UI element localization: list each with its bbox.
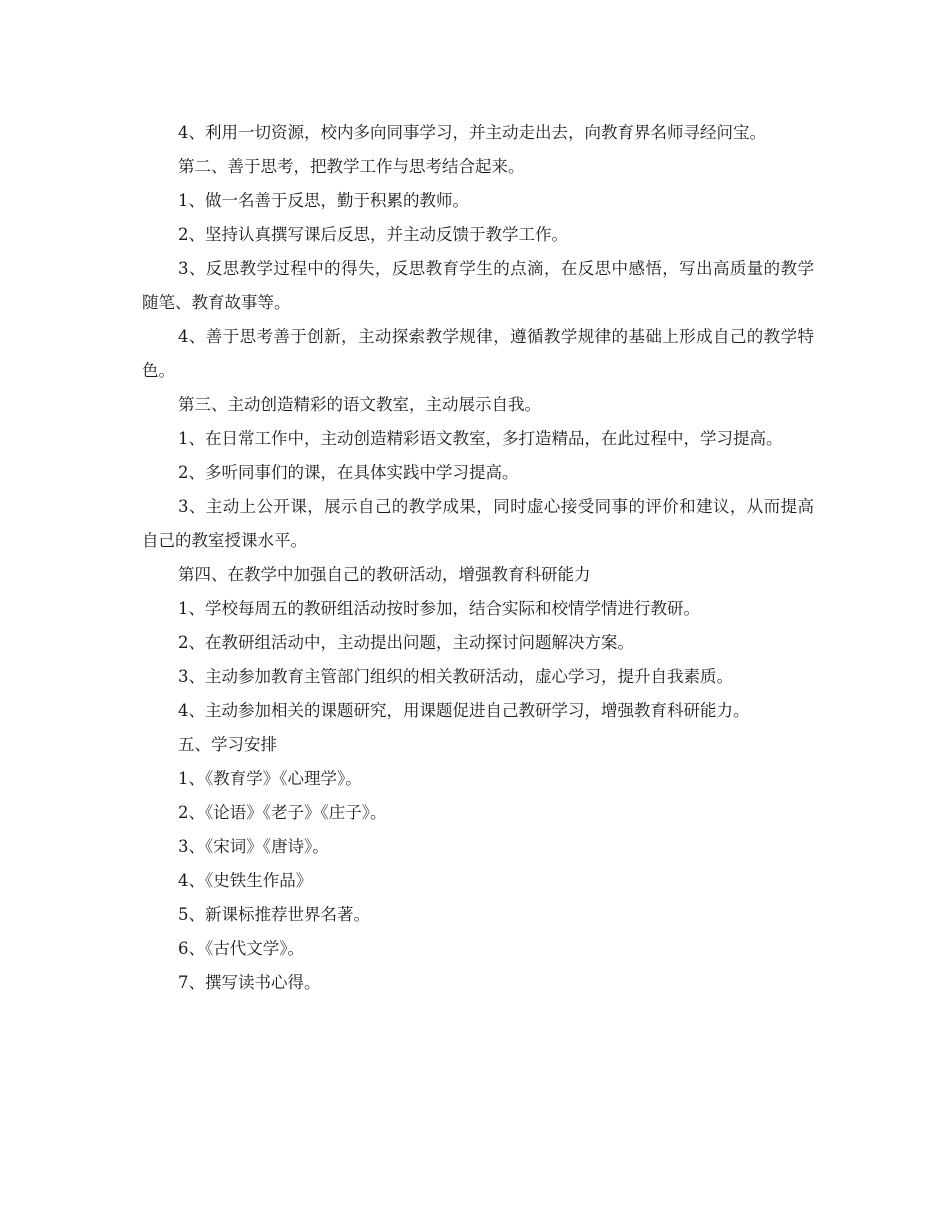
- paragraph: 2、多听同事们的课，在具体实践中学习提高。: [178, 463, 519, 482]
- list-item: 5、新课标推荐世界名著。: [178, 905, 370, 924]
- paragraph: 3、主动参加教育主管部门组织的相关教研活动，虚心学习，提升自我素质。: [178, 667, 733, 686]
- paragraph: 1、做一名善于反思，勤于积累的教师。: [178, 191, 469, 210]
- document-body: [142, 116, 814, 1000]
- paragraph: 1、学校每周五的教研组活动按时参加，结合实际和校情学情进行教研。: [178, 599, 700, 618]
- section-heading: 五、学习安排: [178, 735, 277, 754]
- paragraph: 2、在教研组活动中，主动提出问题，主动探讨问题解决方案。: [178, 633, 634, 652]
- paragraph: 1、在日常工作中，主动创造精彩语文教室，多打造精品，在此过程中，学习提高。: [178, 429, 783, 448]
- list-item: 7、撰写读书心得。: [178, 973, 321, 992]
- section-heading: 第二、善于思考，把教学工作与思考结合起来。: [178, 157, 525, 176]
- section-heading: 第四、在教学中加强自己的教研活动，增强教育科研能力: [178, 565, 591, 584]
- paragraph: 4、主动参加相关的课题研究，用课题促进自己教研学习，增强教育科研能力。: [178, 701, 750, 720]
- paragraph: 2、坚持认真撰写课后反思，并主动反馈于教学工作。: [178, 225, 568, 244]
- list-item: 1、《教育学》《心理学》。: [178, 769, 362, 788]
- paragraph: 3、反思教学过程中的得失，反思教育学生的点滴，在反思中感悟，写出高质量的教学随笔、教育故事等。: [142, 259, 814, 312]
- section-heading: 第三、主动创造精彩的语文教室，主动展示自我。: [178, 395, 541, 414]
- list-item: 4、《史铁生作品》: [178, 871, 313, 890]
- list-item: 6、《古代文学》。: [178, 939, 304, 958]
- list-item: 2、《论语》《老子》《庄子》。: [178, 803, 387, 822]
- paragraph: 4、善于思考善于创新，主动探索教学规律，遵循教学规律的基础上形成自己的教学特色。: [142, 327, 814, 380]
- paragraph: 4、利用一切资源，校内多向同事学习，并主动走出去，向教育界名师寻经问宝。: [178, 123, 766, 142]
- paragraph: 3、主动上公开课，展示自己的教学成果，同时虚心接受同事的评价和建议，从而提高自己的教室授课水平。: [142, 497, 814, 550]
- list-item: 3、《宋词》《唐诗》。: [178, 837, 329, 856]
